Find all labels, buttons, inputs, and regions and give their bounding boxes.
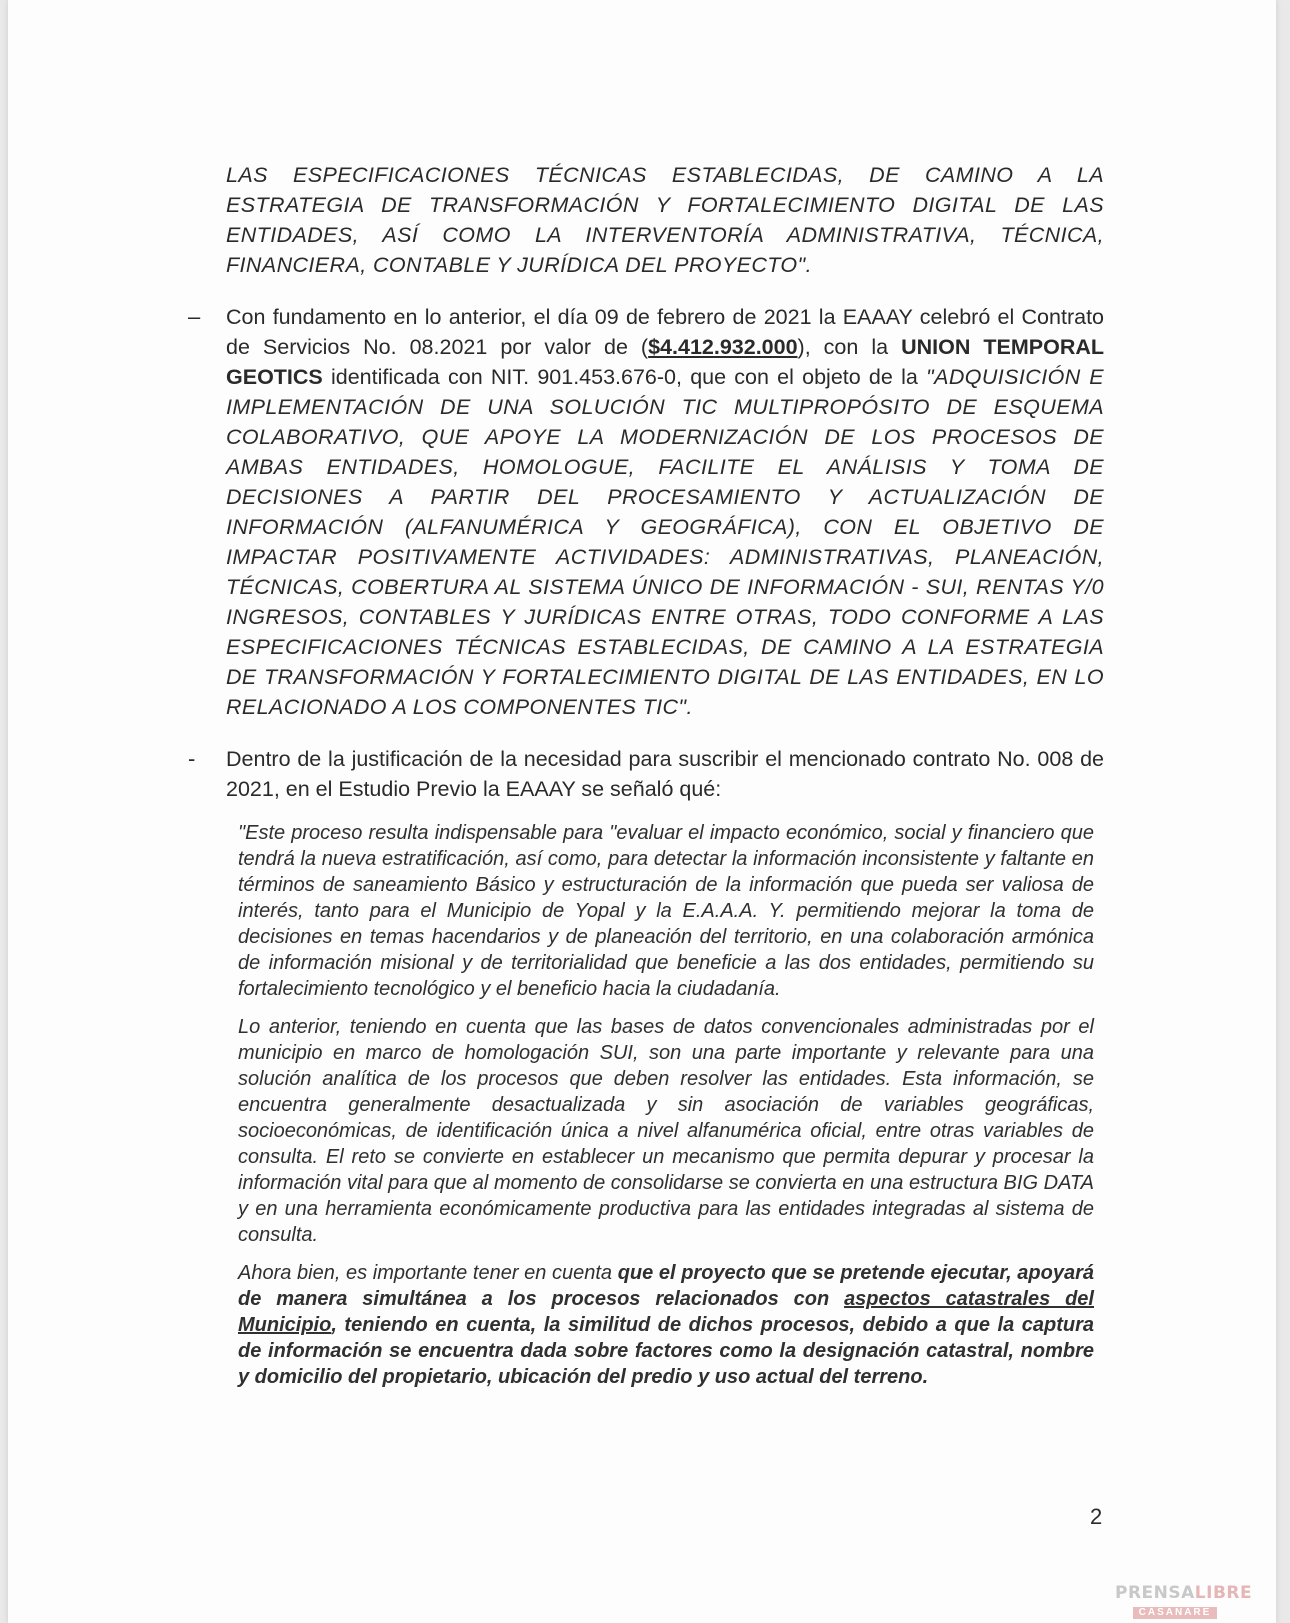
contract-object: "ADQUISICIÓN E IMPLEMENTACIÓN DE UNA SOLUCIÓN TIC MULTIPROPÓSITO DE ESQUEMA COLABORATIVO, QUE APOYE LA MODERNIZACIÓN DE LOS PROCESOS DE AMBAS ENTIDADES, HOMOLOGUE, FACILITE EL ANÁLISIS Y TOMA DE DECISIONES A PARTIR DEL PROCESAMIENTO Y ACTUALIZACIÓN DE INFORMACIÓN (ALFANUMÉRICA Y GEOGRÁFICA), CON EL OBJETIVO DE IMPACTAR POSITIVAMENTE ACTIVIDADES: ADMINISTRATIVAS, PLANEACIÓN, TÉCNICAS, COBERTURA AL SISTEMA ÚNICO DE INFORMACIÓN - SUI, RENTAS Y/0 INGRESOS, CONTABLES Y JURÍDICAS ENTRE OTRAS, TODO CONFORME A LAS ESPECIFICACIONES TÉCNICAS ESTABLECIDAS, DE CAMINO A LA ESTRATEGIA DE TRANSFORMACIÓN Y FORTALECIMIENTO DIGITAL DE LAS ENTIDADES, EN LO RELACIONADO A LOS COMPONENTES TIC". [226,365,1104,719]
quoted-study [238,820,1094,1390]
justification-paragraph: Dentro de la justificación de la necesidad para suscribir el mencionado contrato No. 008 de 2021, en el Estudio Previo la EAAAY se señaló qué: [226,747,1104,801]
quote-paragraph-3: Ahora bien, es importante tener en cuenta que el proyecto que se pretende ejecutar, apoyará de manera simultánea a los procesos relacionados con aspectos catastrales del Municipio, teniendo en cuenta, la similitud de dichos procesos, debido a que la captura de información se encuentra dada sobre factores como la designación catastral, nombre y domicilio del propietario, ubicación del predio y uso actual del terreno. [238,1262,1094,1388]
document-body [188,160,1105,1402]
page-number: 2 [1090,1504,1103,1529]
contract-paragraph: Con fundamento en lo anterior, el día 09 de febrero de 2021 la EAAAY celebró el Contrato de Servicios No. 08.2021 por valor de ($4.412.932.000), con la UNION TEMPORAL GEOTICS identificada con NIT. 901.453.676-0, que con el objeto de la "ADQUISICIÓN E IMPLEMENTACIÓN DE UNA SOLUCIÓN TIC MULTIPROPÓSITO DE ESQUEMA COLABORATIVO, QUE APOYE LA MODERNIZACIÓN DE LOS PROCESOS DE AMBAS ENTIDADES, HOMOLOGUE, FACILITE EL ANÁLISIS Y TOMA DE DECISIONES A PARTIR DEL PROCESAMIENTO Y ACTUALIZACIÓN DE INFORMACIÓN (ALFANUMÉRICA Y GEOGRÁFICA), CON EL OBJETIVO DE IMPACTAR POSITIVAMENTE ACTIVIDADES: ADMINISTRATIVAS, PLANEACIÓN, TÉCNICAS, COBERTURA AL SISTEMA ÚNICO DE INFORMACIÓN - SUI, RENTAS Y/0 INGRESOS, CONTABLES Y JURÍDICAS ENTRE OTRAS, TODO CONFORME A LAS ESPECIFICACIONES TÉCNICAS ESTABLECIDAS, DE CAMINO A LA ESTRATEGIA DE TRANSFORMACIÓN Y FORTALECIMIENTO DIGITAL DE LAS ENTIDADES, EN LO RELACIONADO A LOS COMPONENTES TIC". [226,305,1105,719]
contract-amount: $4.412.932.000 [648,335,798,359]
bullet-dash: - [188,746,196,771]
bullet-justification [188,744,1104,804]
quote-paragraph-2: Lo anterior, teniendo en cuenta que las bases de datos convencionales administradas por el municipio en marco de homologación SUI, son una parte importante y relevante para una solución analítica de los procesos que deben resolver las entidades. Esta información, se encuentra generalmente desactualizada y sin asociación de variables geográficas, socioeconómicas, de identificación única a nivel alfanumérica oficial, entre otras variables de consulta. El reto se convierte en establecer un mecanismo que permita depurar y procesar la información vital para que al momento de consolidarse se convierta en una estructura BIG DATA y en una herramienta económicamente productiva para las entidades integradas al sistema de consulta. [238,1016,1094,1246]
contractor-name: UNION TEMPORAL GEOTICS [226,335,1105,389]
quote-paragraph-1: "Este proceso resulta indispensable para "evaluar el impacto económico, social y financiero que tendrá la nueva estratificación, así como, para detectar la información inconsistente y faltante en términos de saneamiento Básico y estructuración de la información que pueda ser valiosa de interés, tanto para el Municipio de Yopal y la E.A.A.A. Y. permitiendo mejorar la toma de decisiones en temas hacendarios y de planeación del territorio, en una colaboración armónica de información misional y de territorialidad que beneficie a las dos entidades, permitiendo su fortalecimiento tecnológico y el beneficio hacia la ciudadanía. [238,822,1094,1000]
prensa-libre-logo: PRENSALIBRE CASANARE [1115,1583,1253,1618]
bullet-dash: – [188,304,201,329]
document-page [8,0,1276,1623]
bullet-contract [188,302,1105,722]
underlined-phrase: aspectos catastrales del Municipio [238,1288,1094,1336]
continued-paragraph: LAS ESPECIFICACIONES TÉCNICAS ESTABLECIDAS, DE CAMINO A LA ESTRATEGIA DE TRANSFORMACIÓN Y FORTALECIMIENTO DIGITAL DE LAS ENTIDADES, ASÍ COMO LA INTERVENTORÍA ADMINISTRATIVA, TÉCNICA, FINANCIERA, CONTABLE Y JURÍDICA DEL PROYECTO". [226,163,1104,277]
